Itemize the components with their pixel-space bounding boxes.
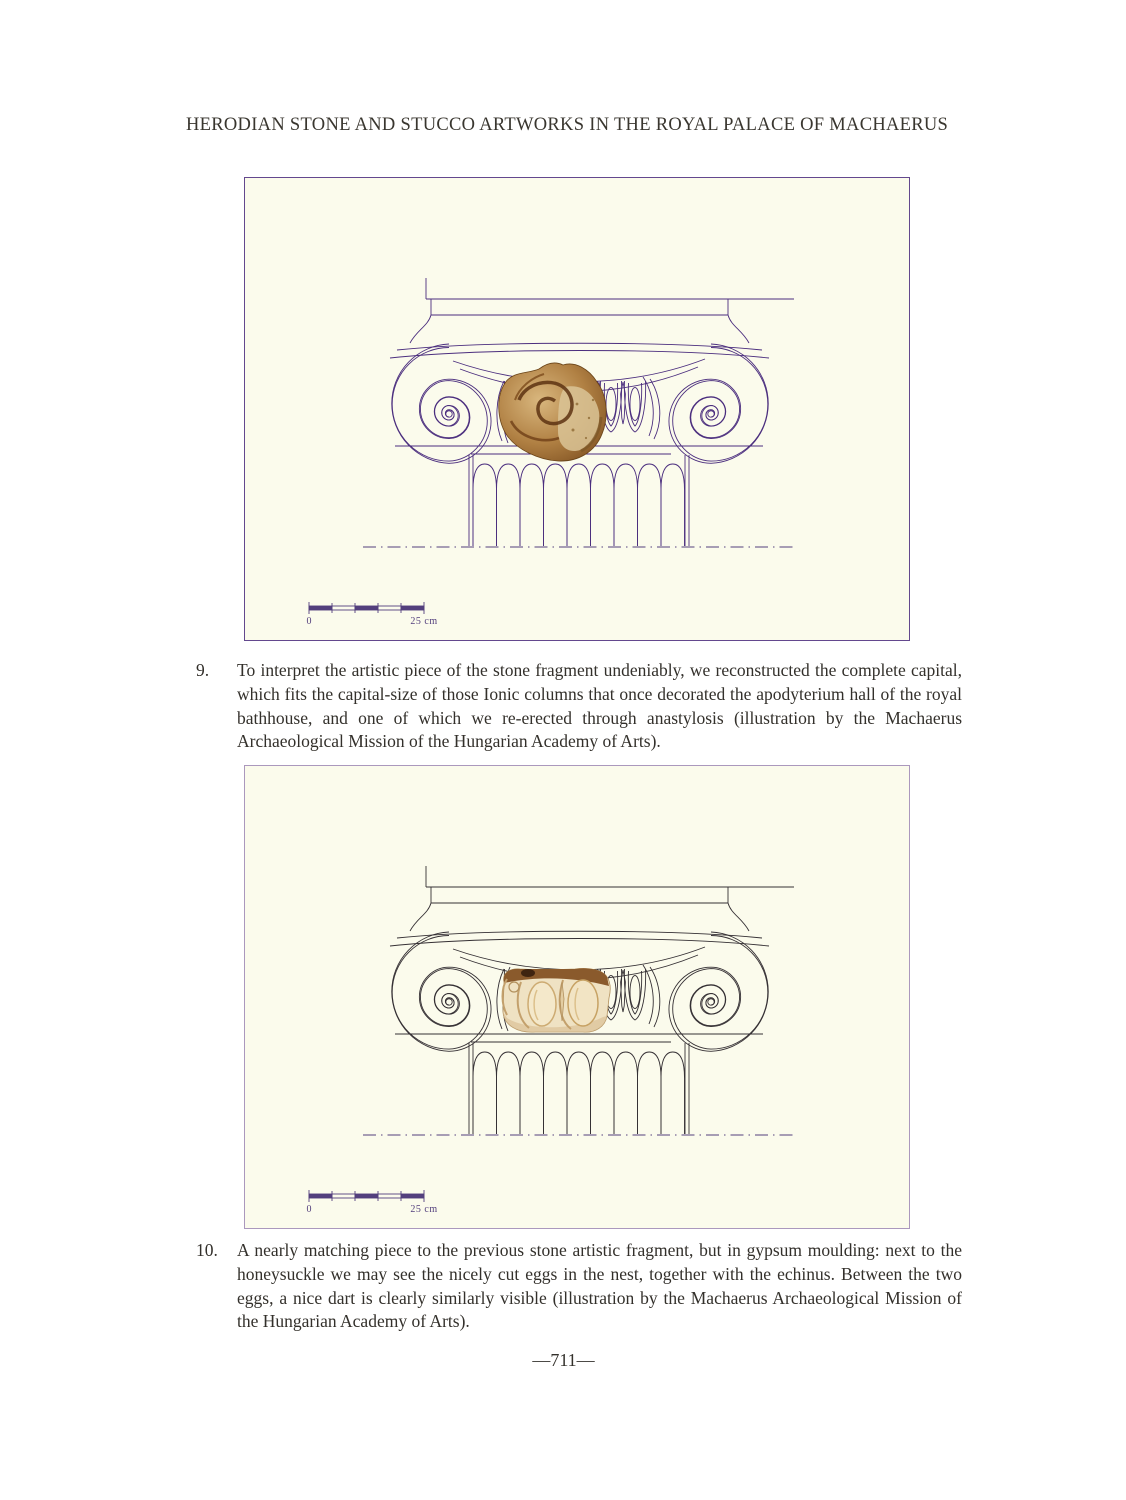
figure-ionic-capital-stone <box>244 177 910 641</box>
figure-ionic-capital-gypsum <box>244 765 910 1229</box>
scale-zero-label: 0 <box>306 616 312 627</box>
caption-10-number: 10. <box>196 1240 218 1260</box>
caption-10 <box>196 1239 962 1334</box>
page-header: HERODIAN STONE AND STUCCO ARTWORKS IN THE ROYAL PALACE OF MACHAERUS <box>186 115 949 135</box>
ground-line-and-scale-bar <box>307 547 798 627</box>
caption-9-text: To interpret the artistic piece of the stone fragment undeniably, we reconstructed the complete capital, which fits the capital-size of those Ionic columns that once decorated the apodyterium hall of the royal bathhouse, and one of which we re-erected through anastylosis (illustration by the Machaerus Archaeological Mission of the Hungarian Academy of Arts). <box>237 660 962 752</box>
gypsum-fragment-photo <box>503 968 611 1032</box>
caption-9-number: 9. <box>196 660 210 680</box>
scale-zero-label: 0 <box>306 1204 312 1215</box>
caption-10-text: A nearly matching piece to the previous stone artistic fragment, but in gypsum moulding: next to the honeysuckle we may see the nicely cut eggs in the nest, together with the echinus. Between the two eggs, a nice dart is clearly similarly visible (illustration by the Machaerus Archaeological Mission of the Hungarian Academy of Arts). <box>237 1240 962 1332</box>
capital-drawing-gypsum <box>245 766 909 1228</box>
scale-25cm-label: 25 cm <box>410 616 438 627</box>
caption-9 <box>196 659 962 754</box>
scale-25cm-label: 25 cm <box>410 1204 438 1215</box>
ground-line-and-scale-bar <box>307 1135 798 1215</box>
page-number: —711— <box>532 1350 595 1370</box>
capital-drawing-stone <box>245 178 909 640</box>
